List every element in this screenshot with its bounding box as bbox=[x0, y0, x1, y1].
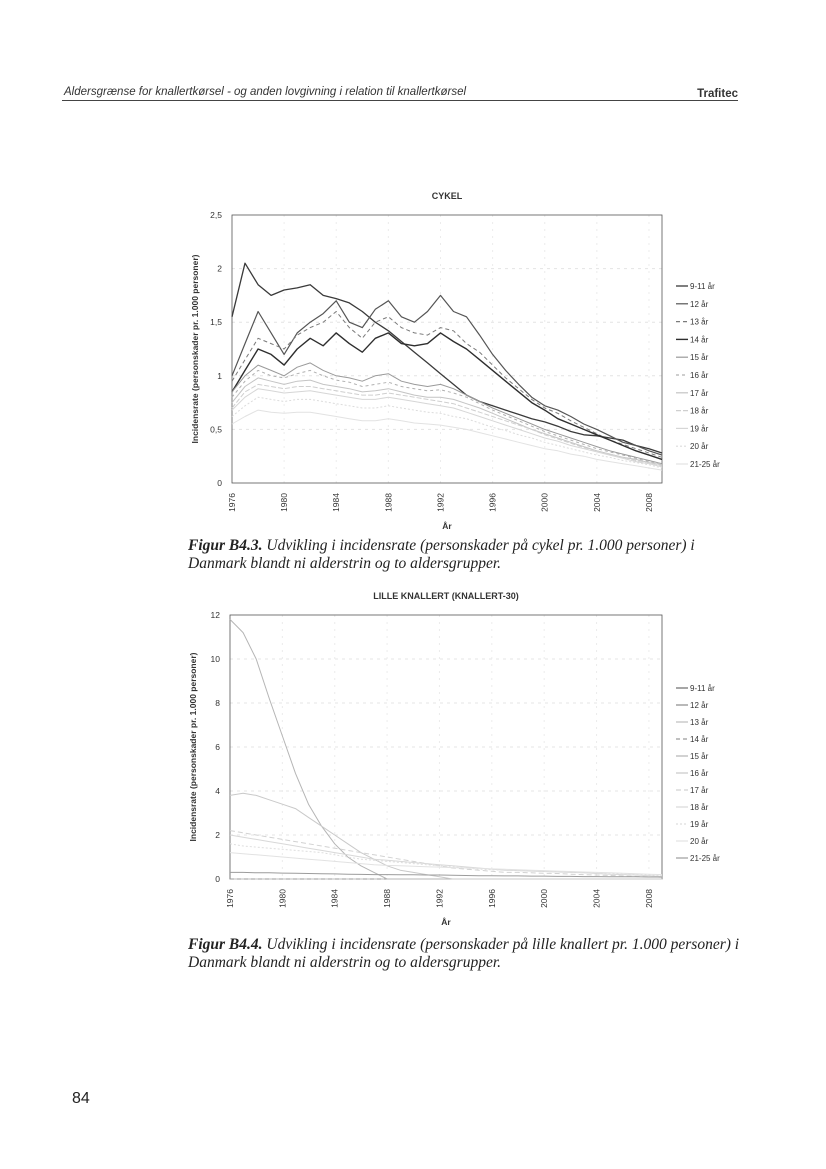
series-line-10 bbox=[232, 410, 662, 470]
legend-label: 17 år bbox=[690, 388, 709, 398]
legend-label: 12 år bbox=[690, 299, 709, 309]
x-tick-label: 1992 bbox=[435, 493, 446, 512]
x-tick-label: 2000 bbox=[539, 493, 550, 512]
legend-label: 21-25 år bbox=[690, 460, 720, 469]
x-tick-label: 1988 bbox=[383, 493, 394, 512]
x-tick-label: 1996 bbox=[486, 889, 497, 908]
y-tick-label: 1 bbox=[217, 370, 222, 381]
cykel-chart bbox=[0, 180, 826, 530]
x-tick-label: 2008 bbox=[643, 889, 654, 908]
y-tick-label: 12 bbox=[210, 610, 220, 620]
legend-label: 17 år bbox=[690, 786, 709, 795]
figure-caption-b4-3 bbox=[188, 537, 748, 573]
y-tick-label: 4 bbox=[215, 786, 220, 796]
series-line-9 bbox=[230, 853, 662, 875]
legend-label: 19 år bbox=[690, 424, 709, 434]
legend-label: 15 år bbox=[690, 353, 709, 363]
x-tick-label: 1984 bbox=[331, 493, 342, 512]
legend-label: 21-25 år bbox=[690, 854, 720, 863]
caption-label: Figur B4.3. bbox=[188, 537, 263, 554]
series-line-7 bbox=[232, 384, 662, 465]
series-line-3 bbox=[232, 333, 662, 460]
x-tick-label: 1976 bbox=[227, 493, 237, 512]
x-axis-title: År bbox=[441, 917, 451, 927]
x-tick-label: 2008 bbox=[643, 493, 654, 512]
series-line-4 bbox=[232, 363, 662, 464]
y-tick-label: 2 bbox=[215, 830, 220, 840]
legend-label: 16 år bbox=[690, 769, 709, 778]
y-tick-label: 2 bbox=[217, 263, 222, 274]
series-line-5 bbox=[232, 370, 662, 463]
series-line-0 bbox=[232, 263, 662, 453]
series-line-4 bbox=[230, 619, 662, 879]
figure-caption-b4-4 bbox=[188, 936, 748, 972]
lille-knallert-chart bbox=[0, 585, 826, 930]
x-axis-title: År bbox=[442, 521, 452, 531]
x-tick-label: 1980 bbox=[277, 889, 288, 908]
x-tick-label: 2004 bbox=[591, 493, 602, 512]
x-tick-label: 1996 bbox=[487, 493, 498, 512]
y-axis-title: Incidensrate (personskader pr. 1.000 personer) bbox=[190, 254, 200, 444]
chart-title: CYKEL bbox=[431, 191, 463, 201]
y-tick-label: 8 bbox=[215, 698, 220, 708]
caption-text: Udvikling i incidensrate (personskader på cykel pr. 1.000 personer) i Danmark blandt ni alderstrin og to aldersgrupper. bbox=[188, 537, 695, 572]
caption-label: Figur B4.4. bbox=[188, 936, 263, 953]
page-number: 84 bbox=[72, 1090, 90, 1107]
x-tick-label: 2000 bbox=[539, 889, 550, 908]
legend-label: 9-11 år bbox=[690, 282, 715, 291]
chart-title: LILLE KNALLERT (KNALLERT-30) bbox=[373, 591, 519, 601]
legend-label: 16 år bbox=[690, 371, 709, 380]
caption-text: Udvikling i incidensrate (personskader på lille knallert pr. 1.000 personer) i Danmark blandt ni alderstrin og to aldersgrupper. bbox=[188, 936, 740, 971]
legend-label: 18 år bbox=[690, 406, 709, 416]
y-tick-label: 10 bbox=[210, 654, 220, 664]
header-divider bbox=[62, 100, 738, 101]
running-header-brand: Trafitec bbox=[697, 88, 738, 100]
legend-label: 14 år bbox=[690, 735, 709, 744]
legend-label: 13 år bbox=[690, 718, 709, 727]
y-axis-title: Incidensrate (personskader pr. 1.000 personer) bbox=[188, 652, 198, 842]
x-tick-label: 2004 bbox=[591, 889, 602, 908]
legend-label: 13 år bbox=[690, 317, 709, 327]
y-tick-label: 0,5 bbox=[210, 424, 222, 435]
legend-label: 12 år bbox=[690, 701, 709, 710]
series-line-8 bbox=[232, 389, 662, 467]
y-tick-label: 2,5 bbox=[210, 210, 222, 220]
x-tick-label: 1992 bbox=[434, 889, 445, 908]
legend-label: 20 år bbox=[690, 442, 709, 452]
x-tick-label: 1976 bbox=[225, 889, 235, 908]
x-tick-label: 1988 bbox=[382, 889, 393, 908]
y-tick-label: 6 bbox=[215, 742, 220, 752]
x-tick-label: 1980 bbox=[279, 493, 290, 512]
legend-label: 14 år bbox=[690, 335, 709, 345]
series-line-6 bbox=[230, 831, 662, 878]
legend-label: 15 år bbox=[690, 752, 709, 761]
legend-label: 19 år bbox=[690, 820, 709, 829]
series-line-1 bbox=[232, 295, 662, 455]
series-line-8 bbox=[230, 844, 662, 876]
series-line-9 bbox=[232, 397, 662, 468]
legend-label: 20 år bbox=[690, 837, 709, 846]
running-header-title: Aldersgrænse for knallertkørsel - og anden lovgivning i relation til knallertkørsel bbox=[64, 86, 467, 98]
y-tick-label: 0 bbox=[215, 874, 220, 884]
legend-label: 9-11 år bbox=[690, 684, 715, 693]
y-tick-label: 0 bbox=[217, 478, 222, 488]
x-tick-label: 1984 bbox=[329, 889, 340, 908]
legend-label: 18 år bbox=[690, 803, 709, 812]
y-tick-label: 1,5 bbox=[210, 317, 222, 328]
